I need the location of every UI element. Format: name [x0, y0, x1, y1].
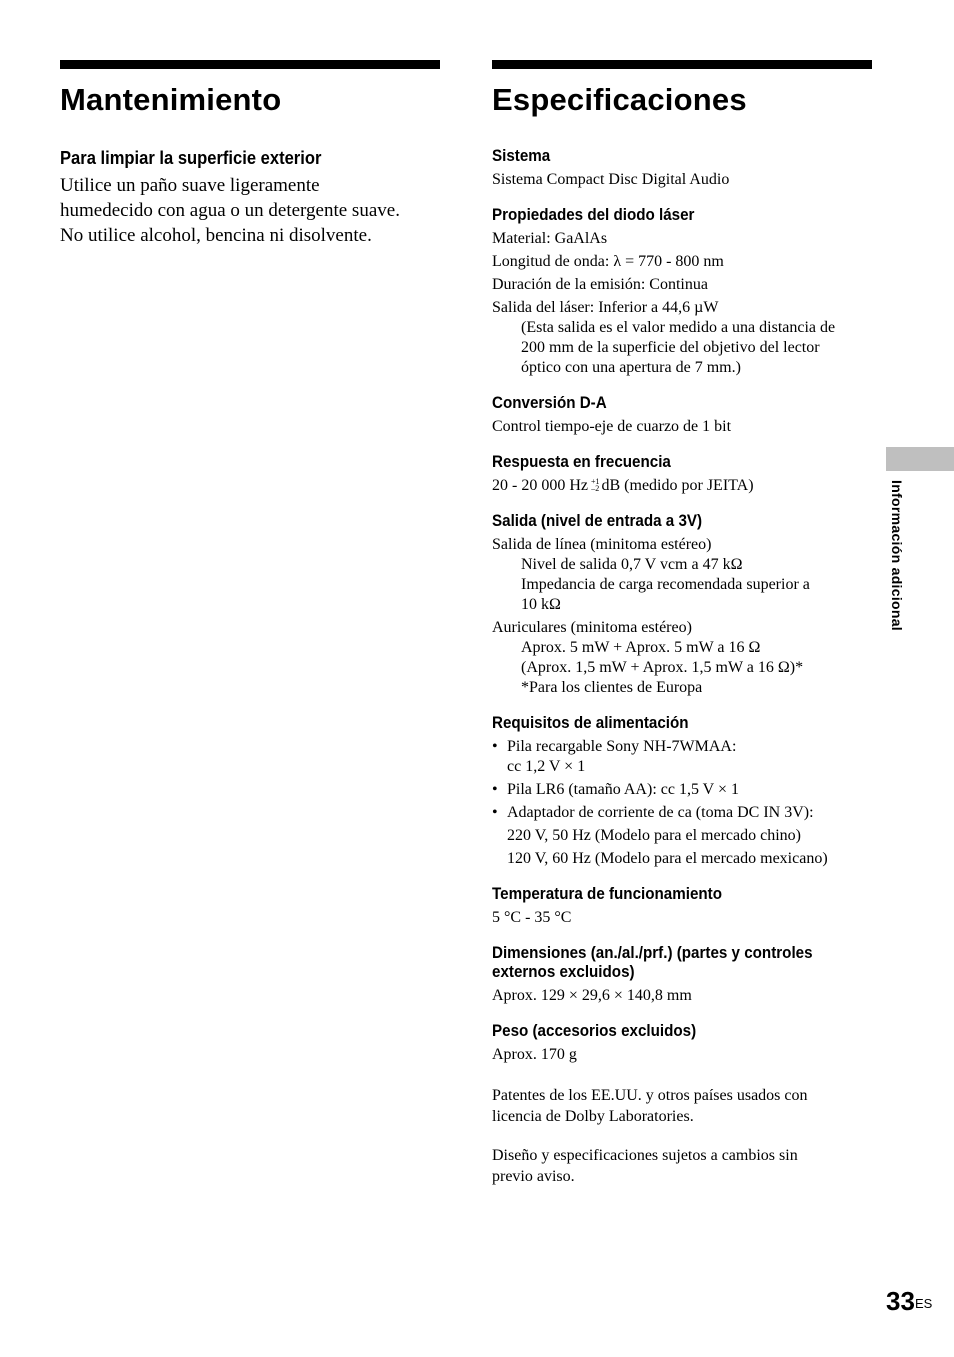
page-number: 33 — [886, 1286, 915, 1316]
spec-value: Duración de la emisión: Continua — [492, 276, 708, 293]
spec-value: Salida del láser: Inferior a 44,6 µW — [492, 299, 719, 316]
paragraph-line: Patentes de los EE.UU. y otros países usados con — [492, 1087, 808, 1104]
frequency-unit: dB (medido por JEITA) — [601, 477, 754, 494]
cleaning-line: humedecido con agua o un detergente suave. — [60, 200, 400, 221]
spec-heading-temperatura: Temperatura de funcionamiento — [492, 885, 722, 903]
spec-detail: 120 V, 60 Hz (Modelo para el mercado mexicano) — [507, 850, 828, 867]
spec-note: (Esta salida es el valor medido a una distancia de — [521, 319, 836, 336]
design-notice-paragraph — [492, 1145, 872, 1187]
spec-value: 5 °C - 35 °C — [492, 909, 572, 926]
heading-line: Dimensiones (an./al./prf.) (partes y controles — [492, 944, 813, 962]
bullet-item — [492, 737, 872, 777]
section-tab-label: Información adicional — [889, 480, 905, 631]
heading-line: externos excluidos) — [492, 963, 635, 981]
frequency-range: 20 - 20 000 Hz — [492, 477, 588, 494]
section-tab-marker — [886, 447, 954, 471]
paragraph-line: licencia de Dolby Laboratories. — [492, 1108, 694, 1125]
bullet-item — [492, 780, 872, 800]
bullet-dot: • — [492, 804, 498, 821]
spec-value: Salida de línea (minitoma estéreo) — [492, 536, 712, 553]
spec-heading-respuesta: Respuesta en frecuencia — [492, 453, 671, 471]
tolerance — [591, 478, 600, 492]
bullet-item — [492, 803, 872, 823]
maintenance-column — [60, 60, 440, 248]
bullet-text: Pila recargable Sony NH-7WMAA: — [507, 738, 737, 755]
spec-value: Aprox. 129 × 29,6 × 140,8 mm — [492, 987, 692, 1004]
maintenance-title: Mantenimiento — [60, 82, 282, 117]
bullet-text: Pila LR6 (tamaño AA): cc 1,5 V × 1 — [507, 781, 739, 798]
bullet-text: cc 1,2 V × 1 — [507, 758, 586, 775]
spec-heading-salida: Salida (nivel de entrada a 3V) — [492, 512, 703, 530]
bullet-dot: • — [492, 738, 498, 755]
frequency-response-value — [492, 476, 872, 496]
cleaning-subheading: Para limpiar la superficie exterior — [60, 148, 322, 168]
spec-heading-alimentacion: Requisitos de alimentación — [492, 714, 689, 732]
bullet-text: Adaptador de corriente de ca (toma DC IN 3V): — [507, 804, 814, 821]
spec-heading-peso: Peso (accesorios excluidos) — [492, 1022, 697, 1040]
tolerance-plus: +1 — [590, 477, 600, 486]
spec-note: óptico con una apertura de 7 mm.) — [521, 359, 741, 376]
tolerance-minus: –2 — [591, 484, 600, 493]
spec-detail: 220 V, 50 Hz (Modelo para el mercado chino) — [507, 827, 801, 844]
page-language: ES — [915, 1296, 933, 1311]
spec-value: Aprox. 170 g — [492, 1046, 577, 1063]
paragraph-line: Diseño y especificaciones sujetos a cambios sin — [492, 1147, 798, 1164]
spec-detail: Aprox. 5 mW + Aprox. 5 mW a 16 Ω — [521, 639, 761, 656]
spec-heading-sistema: Sistema — [492, 147, 551, 165]
section-rule — [492, 60, 872, 69]
spec-heading-dimensiones — [492, 944, 842, 982]
spec-heading-conversion: Conversión D-A — [492, 394, 607, 412]
spec-detail: Impedancia de carga recomendada superior a — [521, 576, 810, 593]
spec-detail: *Para los clientes de Europa — [521, 679, 703, 696]
spec-value: Material: GaAlAs — [492, 230, 608, 247]
spec-detail: (Aprox. 1,5 mW + Aprox. 1,5 mW a 16 Ω)* — [521, 659, 804, 676]
cleaning-line: Utilice un paño suave ligeramente — [60, 175, 320, 196]
cleaning-line: No utilice alcohol, bencina ni disolvente. — [60, 225, 372, 246]
spec-detail: Nivel de salida 0,7 V vcm a 47 kΩ — [521, 556, 743, 573]
patents-paragraph — [492, 1085, 872, 1127]
paragraph-line: previo aviso. — [492, 1168, 575, 1185]
spec-detail: 10 kΩ — [521, 596, 561, 613]
specifications-column — [492, 60, 872, 1187]
spec-value: Control tiempo-eje de cuarzo de 1 bit — [492, 418, 732, 435]
specifications-title: Especificaciones — [492, 82, 747, 117]
section-rule — [60, 60, 440, 69]
spec-heading-laser: Propiedades del diodo láser — [492, 206, 695, 224]
spec-value: Sistema Compact Disc Digital Audio — [492, 171, 730, 188]
bullet-dot: • — [492, 781, 498, 798]
spec-value: Longitud de onda: λ = 770 - 800 nm — [492, 253, 724, 270]
spec-note: 200 mm de la superficie del objetivo del lector — [521, 339, 820, 356]
spec-value: Auriculares (minitoma estéreo) — [492, 619, 692, 636]
